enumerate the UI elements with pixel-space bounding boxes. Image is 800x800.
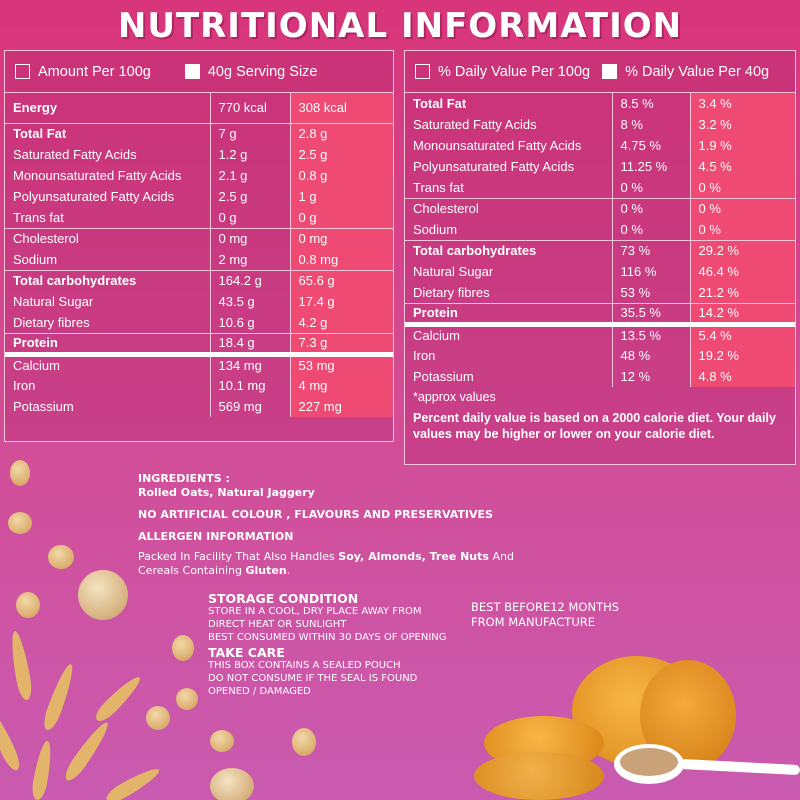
table-row — [405, 156, 795, 177]
value-cell: 2.8 g — [290, 123, 393, 144]
checkbox-icon — [15, 64, 30, 79]
nutrient-label: Saturated Fatty Acids — [13, 147, 137, 162]
nutrient-label: Monounsaturated Fatty Acids — [13, 168, 182, 183]
nutrient-label: Total carbohydrates — [5, 270, 210, 291]
nutrient-label: Dietary fibres — [13, 314, 90, 330]
value-cell: 1.2 g — [210, 144, 290, 165]
allergen-text — [138, 550, 558, 578]
table-row — [5, 93, 393, 123]
nutrient-label: Cholesterol — [405, 198, 612, 219]
value-cell: 2.5 g — [290, 144, 393, 165]
allergen-end: . — [286, 564, 291, 577]
value-cell: 0 % — [690, 219, 795, 240]
allergen-pre: Packed In Facility That Also Handles — [138, 550, 339, 563]
care-line: OPENED / DAMAGED — [208, 686, 311, 697]
table-row — [5, 354, 393, 375]
nutrient-label: Protein — [5, 333, 210, 354]
value-cell: 19.2 % — [690, 345, 795, 366]
nutrient-label: Trans fat — [13, 209, 64, 225]
nutrient-label: Potassium — [413, 369, 474, 384]
table-row — [5, 249, 393, 270]
value-cell: 12 % — [612, 366, 690, 387]
value-cell: 73 % — [612, 240, 690, 261]
table-row — [5, 165, 393, 186]
table-row — [405, 93, 795, 114]
value-cell: 4.8 % — [690, 366, 795, 387]
allergen-heading: ALLERGEN INFORMATION — [138, 530, 294, 543]
nutrient-label: Calcium — [5, 354, 210, 375]
page-title: NUTRITIONAL INFORMATION — [117, 6, 683, 46]
value-cell: 7 g — [210, 123, 290, 144]
nutrient-label: Energy — [13, 100, 58, 116]
nutrient-label: Saturated Fatty Acids — [413, 117, 537, 132]
value-cell: 0 % — [612, 177, 690, 198]
table-row — [405, 177, 795, 198]
approx-note: *approx values — [413, 390, 496, 404]
value-cell: 0.8 mg — [290, 249, 393, 270]
value-cell: 2 mg — [210, 249, 290, 270]
header-dv-40g: % Daily Value Per 40g — [625, 63, 770, 80]
value-cell: 0 % — [612, 219, 690, 240]
allergen-bold: Soy, Almonds, Tree Nuts — [338, 550, 489, 563]
table-row — [5, 312, 393, 333]
nutrient-label: Iron — [13, 378, 36, 393]
value-cell: 3.4 % — [690, 93, 795, 114]
value-cell: 48 % — [612, 345, 690, 366]
value-cell: 0 g — [210, 207, 290, 228]
table-row — [5, 228, 393, 249]
allergen-mid: And — [488, 550, 514, 563]
allergen-gluten: Gluten — [245, 564, 287, 577]
nutrient-label: Protein — [405, 303, 612, 324]
table-row — [5, 291, 393, 312]
value-cell: 17.4 g — [290, 291, 393, 312]
storage-line: BEST CONSUMED WITHIN 30 DAYS OF OPENING — [208, 632, 447, 643]
table-row — [405, 219, 795, 240]
checkbox-icon — [415, 64, 430, 79]
value-cell: 8 % — [612, 114, 690, 135]
value-cell: 65.6 g — [290, 270, 393, 291]
nutrient-label: Total Fat — [5, 123, 210, 144]
nutrient-label: Iron — [413, 348, 436, 363]
value-cell: 53 mg — [290, 354, 393, 375]
checkbox-icon — [602, 64, 617, 79]
value-cell: 18.4 g — [210, 333, 290, 354]
value-cell: 4.75 % — [612, 135, 690, 156]
table-row — [5, 375, 393, 396]
table-row — [5, 144, 393, 165]
nutrient-label: Natural Sugar — [413, 264, 494, 279]
table-header — [405, 51, 795, 93]
storage-line: STORE IN A COOL, DRY PLACE AWAY FROM — [208, 606, 422, 617]
value-cell: 14.2 % — [690, 303, 795, 324]
best-before-block — [471, 600, 671, 630]
value-cell: 1.9 % — [690, 135, 795, 156]
value-cell: 53 % — [612, 282, 690, 303]
value-cell: 308 kcal — [290, 93, 393, 123]
right-table — [405, 93, 795, 387]
nutrient-label: Potassium — [13, 399, 74, 414]
nutrient-label: Cholesterol — [5, 228, 210, 249]
daily-value-table — [404, 50, 796, 465]
best-before-line: FROM MANUFACTURE — [471, 615, 595, 629]
value-cell: 21.2 % — [690, 282, 795, 303]
nutrient-label: Monounsaturated Fatty Acids — [413, 138, 582, 153]
table-row — [5, 123, 393, 144]
daily-value-note: Percent daily value is based on a 2000 calorie diet. Your daily values may be higher or lower on your calorie diet. — [413, 411, 776, 441]
value-cell: 227 mg — [290, 396, 393, 417]
nutrient-label: Polyunsaturated Fatty Acids — [413, 159, 575, 174]
table-row — [5, 270, 393, 291]
value-cell: 29.2 % — [690, 240, 795, 261]
value-cell: 0 % — [690, 177, 795, 198]
value-cell: 569 mg — [210, 396, 290, 417]
table-row — [405, 324, 795, 345]
table-row — [405, 303, 795, 324]
value-cell: 2.5 g — [210, 186, 290, 207]
value-cell: 35.5 % — [612, 303, 690, 324]
value-cell: 3.2 % — [690, 114, 795, 135]
ingredients-text: Rolled Oats, Natural Jaggery — [138, 486, 315, 499]
take-care-heading: TAKE CARE — [208, 645, 285, 660]
nutrient-label: Sodium — [13, 251, 58, 267]
value-cell: 4.5 % — [690, 156, 795, 177]
table-row — [405, 135, 795, 156]
table-row — [405, 366, 795, 387]
nutrient-label: Total Fat — [413, 96, 467, 111]
care-line: DO NOT CONSUME IF THE SEAL IS FOUND — [208, 673, 418, 684]
header-serving-size: 40g Serving Size — [207, 63, 318, 80]
nutrient-label: Dietary fibres — [413, 284, 490, 300]
value-cell: 10.1 mg — [210, 375, 290, 396]
table-header — [5, 51, 393, 93]
storage-line: DIRECT HEAT OR SUNLIGHT — [208, 619, 347, 630]
table-row — [405, 345, 795, 366]
table-row — [405, 198, 795, 219]
table-row — [405, 240, 795, 261]
value-cell: 1 g — [290, 186, 393, 207]
table-row — [405, 114, 795, 135]
no-artificial-text: NO ARTIFICIAL COLOUR , FLAVOURS AND PRESERVATIVES — [138, 508, 493, 521]
nutrient-label: Natural Sugar — [13, 294, 94, 309]
storage-heading: STORAGE CONDITION — [208, 591, 359, 606]
value-cell: 46.4 % — [690, 261, 795, 282]
value-cell: 11.25 % — [612, 156, 690, 177]
header-dv-100g: % Daily Value Per 100g — [438, 63, 591, 80]
value-cell: 770 kcal — [210, 93, 290, 123]
value-cell: 2.1 g — [210, 165, 290, 186]
value-cell: 0.8 g — [290, 165, 393, 186]
header-amount-per-100g: Amount Per 100g — [38, 63, 151, 80]
value-cell: 13.5 % — [612, 324, 690, 345]
value-cell: 164.2 g — [210, 270, 290, 291]
nutrient-label: Sodium — [413, 221, 458, 237]
nutrient-label: Total carbohydrates — [405, 240, 612, 261]
table-row — [5, 396, 393, 417]
value-cell: 0 % — [690, 198, 795, 219]
nutrient-label: Trans fat — [413, 179, 464, 195]
value-cell: 0 mg — [210, 228, 290, 249]
value-cell: 0 g — [290, 207, 393, 228]
value-cell: 8.5 % — [612, 93, 690, 114]
storage-block — [208, 592, 468, 698]
value-cell: 5.4 % — [690, 324, 795, 345]
value-cell: 134 mg — [210, 354, 290, 375]
allergen-line2: Cereals Containing — [138, 564, 246, 577]
ingredients-block — [138, 472, 558, 578]
checkbox-icon — [185, 64, 200, 79]
value-cell: 7.3 g — [290, 333, 393, 354]
value-cell: 0 % — [612, 198, 690, 219]
value-cell: 116 % — [612, 261, 690, 282]
nutrition-amount-table — [4, 50, 394, 442]
best-before-line: BEST BEFORE12 MONTHS — [471, 600, 620, 614]
nutrient-label: Polyunsaturated Fatty Acids — [13, 189, 175, 204]
value-cell: 43.5 g — [210, 291, 290, 312]
left-table — [5, 93, 393, 417]
value-cell: 4.2 g — [290, 312, 393, 333]
value-cell: 0 mg — [290, 228, 393, 249]
value-cell: 10.6 g — [210, 312, 290, 333]
nutrient-label: Calcium — [405, 324, 612, 345]
value-cell: 4 mg — [290, 375, 393, 396]
ingredients-heading: INGREDIENTS : — [138, 472, 230, 485]
table-row — [5, 333, 393, 354]
table-row — [405, 261, 795, 282]
table-row — [5, 186, 393, 207]
care-line: THIS BOX CONTAINS A SEALED POUCH — [208, 660, 401, 671]
table-row — [5, 207, 393, 228]
table-row — [405, 282, 795, 303]
